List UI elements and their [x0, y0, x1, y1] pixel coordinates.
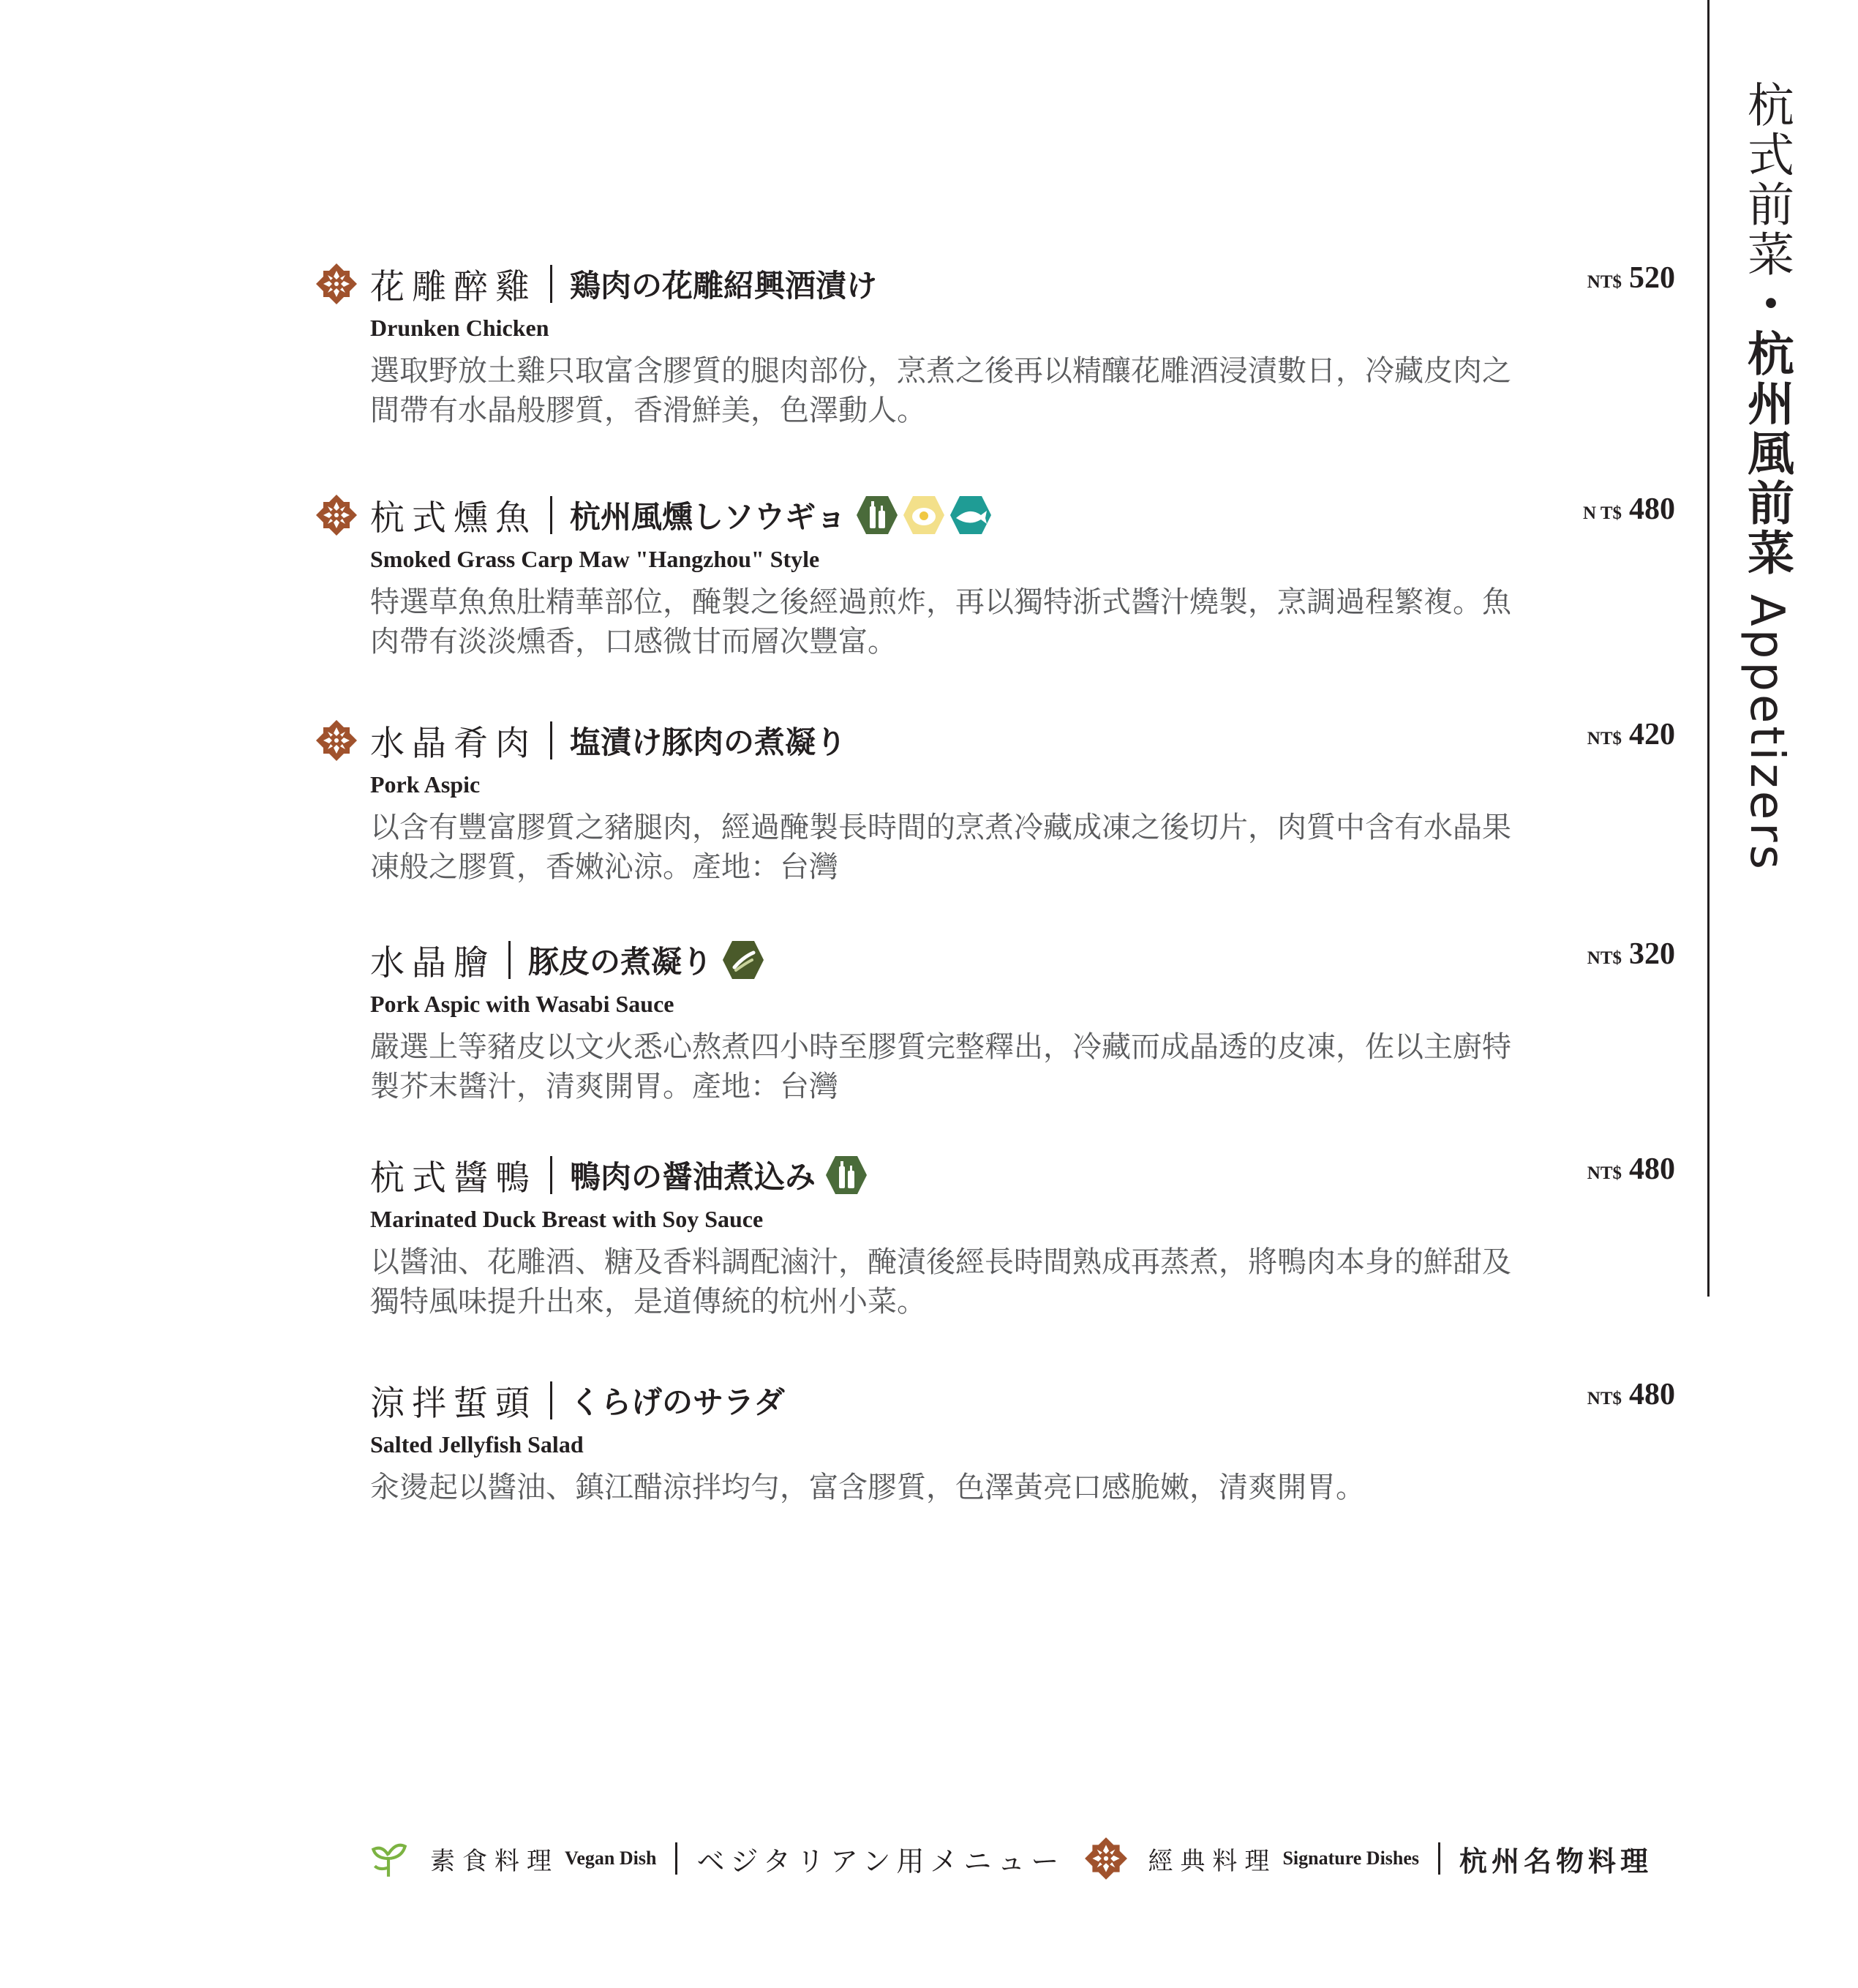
divider [550, 1381, 552, 1419]
item-heading [370, 934, 765, 986]
signature-dish-icon [1083, 1836, 1129, 1881]
item-name-zh: 涼拌蜇頭 [370, 1383, 537, 1424]
signature-dish-icon [315, 493, 358, 537]
divider [1438, 1842, 1440, 1875]
legend-signature-jp: 杭州名物料理 [1459, 1844, 1653, 1878]
divider [550, 721, 552, 759]
item-name-en: Smoked Grass Carp Maw "Hangzhou" Style [370, 546, 820, 572]
item-description: 特選草魚魚肚精華部位，醃製之後經過煎炸，再以獨特浙式醬汁燒製，烹調過程繁複。魚肉帶有淡淡燻香，口感微甘而層次豐富。 [370, 585, 1511, 659]
signature-dish-icon [315, 719, 358, 762]
item-name-en: Salted Jellyfish Salad [370, 1431, 584, 1458]
currency-label: NT$ [1587, 729, 1622, 749]
egg-icon [902, 493, 946, 537]
price-value: 480 [1629, 1152, 1675, 1186]
divider [550, 1156, 552, 1194]
price-value: 480 [1629, 1378, 1675, 1411]
item-price [1587, 1152, 1675, 1187]
price-value: 520 [1629, 261, 1675, 295]
legend-vegan-jp: ベジタリアン用メニュー [696, 1845, 1065, 1878]
divider [675, 1842, 677, 1875]
item-name-zh: 杭式醬鴨 [370, 1158, 537, 1199]
alcohol-icon [824, 1153, 868, 1197]
item-heading [370, 714, 846, 767]
item-description: 嚴選上等豬皮以文火悉心熬煮四小時至膠質完整釋出，冷藏而成晶透的皮凍，佐以主廚特製芥末醬汁，清爽開胃。產地：台灣 [370, 1030, 1511, 1103]
currency-label: NT$ [1587, 948, 1622, 968]
currency-label: NT$ [1587, 272, 1622, 292]
item-heading [370, 1149, 868, 1201]
legend-vegan-en: Vegan Dish [565, 1848, 657, 1869]
legend-signature-en: Signature Dishes [1282, 1848, 1420, 1869]
item-name-en: Pork Aspic [370, 771, 481, 798]
item-name-jp: 豚皮の煮凝り [528, 944, 713, 980]
section-title-dot: ・ [1739, 280, 1794, 329]
alcohol-icon [855, 493, 899, 537]
item-name-jp: 鴨肉の醤油煮込み [570, 1159, 816, 1195]
wasabi-icon [721, 938, 765, 982]
item-name-jp: 鶏肉の花雕紹興酒漬け [570, 268, 878, 304]
item-name-zh: 花雕醉雞 [370, 266, 537, 307]
section-title-jp: 杭州風前菜 [1739, 329, 1794, 578]
item-name-jp: 塩漬け豚肉の煮凝り [570, 724, 847, 760]
price-value: 320 [1629, 937, 1675, 971]
item-price [1587, 937, 1675, 972]
item-name-en: Drunken Chicken [370, 315, 549, 341]
item-price [1587, 260, 1675, 296]
item-heading [370, 258, 877, 310]
item-name-jp: 杭州風燻しソウギョ [570, 499, 847, 535]
divider [550, 265, 552, 303]
price-value: 420 [1629, 718, 1675, 751]
divider [508, 941, 511, 979]
section-title-en: Appetizers [1739, 594, 1794, 872]
vegan-leaf-icon [366, 1836, 411, 1881]
item-heading [370, 489, 993, 541]
section-divider [1707, 0, 1710, 1297]
currency-label: N T$ [1582, 503, 1622, 523]
price-value: 480 [1629, 492, 1675, 526]
section-title [1726, 80, 1807, 872]
item-name-jp: くらげのサラダ [570, 1384, 785, 1420]
item-description: 汆燙起以醬油、鎮江醋涼拌均勻，富含膠質，色澤黃亮口感脆嫩，清爽開胃。 [370, 1471, 1365, 1504]
item-name-zh: 水晶肴肉 [370, 723, 537, 764]
legend [366, 1829, 1652, 1888]
item-description: 以醬油、花雕酒、糖及香料調配滷汁，醃漬後經長時間熟成再蒸煮，將鴨肉本身的鮮甜及獨特風味提升出來，是道傳統的杭州小菜。 [370, 1245, 1511, 1319]
item-heading [370, 1374, 785, 1427]
currency-label: NT$ [1587, 1389, 1622, 1409]
divider [550, 496, 552, 534]
section-title-zh: 杭式前菜 [1739, 80, 1794, 280]
item-price [1587, 717, 1675, 752]
signature-dish-icon [315, 262, 358, 306]
item-description: 選取野放土雞只取富含膠質的腿肉部份，烹煮之後再以精釀花雕酒浸漬數日，冷藏皮肉之間帶有水晶般膠質，香滑鮮美，色澤動人。 [370, 354, 1511, 427]
item-price [1583, 492, 1675, 527]
fish-icon [949, 493, 993, 537]
item-price [1587, 1377, 1675, 1412]
item-name-en: Pork Aspic with Wasabi Sauce [370, 991, 674, 1017]
item-name-zh: 水晶膾 [370, 942, 495, 983]
legend-signature-zh: 經典料理 [1148, 1846, 1277, 1876]
item-name-zh: 杭式燻魚 [370, 498, 537, 539]
legend-vegan-zh: 素食料理 [430, 1846, 559, 1876]
currency-label: NT$ [1587, 1163, 1622, 1183]
item-name-en: Marinated Duck Breast with Soy Sauce [370, 1206, 764, 1232]
item-description: 以含有豐富膠質之豬腿肉，經過醃製長時間的烹煮冷藏成凍之後切片，肉質中含有水晶果凍般之膠質，香嫩沁涼。產地：台灣 [370, 811, 1511, 884]
